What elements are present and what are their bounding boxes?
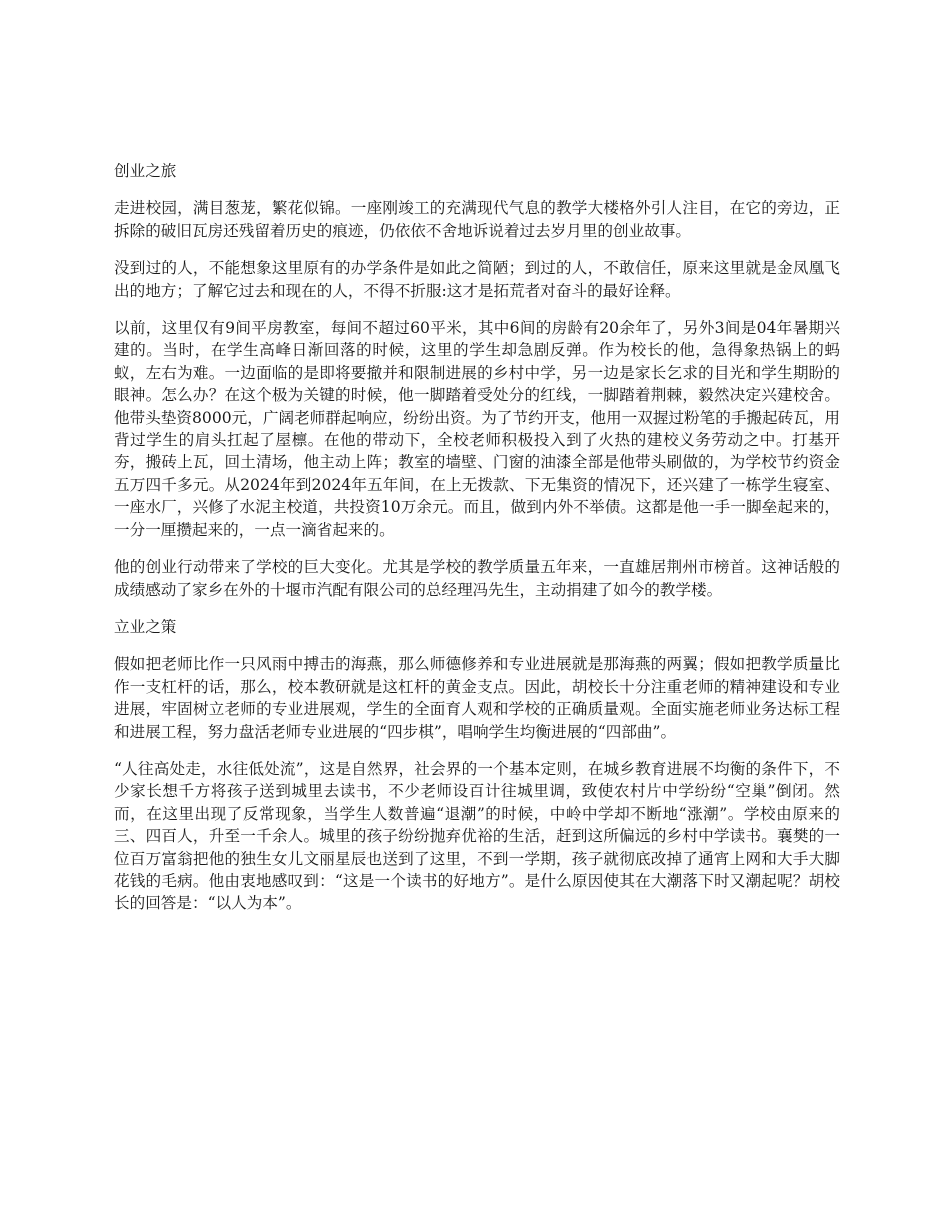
paragraph: 没到过的人，不能想象这里原有的办学条件是如此之简陋；到过的人，不敢信任，原来这里就是金凤凰飞出的地方；了解它过去和现在的人，不得不折服:这才是拓荒者对奋斗的最好诠释。 xyxy=(114,259,840,300)
section-heading-strategy: 立业之策 xyxy=(114,617,177,636)
paragraph: “人往高处走，水往低处流”，这是自然界，社会界的一个基本定则，在城乡教育进展不均衡的条件下，不少家长想千方将孩子送到城里去读书，不少老师设百计往城里调，致使农村片中学纷纷“空巢”倒闭。然而，在这里出现了反常现象，当学生人数普遍“退潮”的时候，中岭中学却不断地“涨潮”。学校由原来的三、四百人，升至一千余人。城里的孩子纷纷抛弃优裕的生活，赶到这所偏远的乡村中学读书。襄樊的一位百万富翁把他的独生女儿文丽星辰也送到了这里，不到一学期，孩子就彻底改掉了通宵上网和大手大脚花钱的毛病。他由衷地感叹到：“这是一个读书的好地方”。是什么原因使其在大潮落下时又潮起呢？胡校长的回答是：“以人为本”。 xyxy=(114,759,840,913)
paragraph: 他的创业行动带来了学校的巨大变化。尤其是学校的教学质量五年来，一直雄居荆州市榜首。这神话般的成绩感动了家乡在外的十堰市汽配有限公司的总经理冯先生，主动捐建了如今的教学楼。 xyxy=(114,558,840,599)
paragraph: 走进校园，满目葱茏，繁花似锦。一座刚竣工的充满现代气息的教学大楼格外引人注目，在它的旁边，正拆除的破旧瓦房还残留着历史的痕迹，仍依依不舍地诉说着过去岁月里的创业故事。 xyxy=(114,199,840,240)
paragraph: 假如把老师比作一只风雨中搏击的海燕，那么师德修养和专业进展就是那海燕的两翼；假如把教学质量比作一支杠杆的话，那么，校本教研就是这杠杆的黄金支点。因此，胡校长十分注重老师的精神建设和专业进展，牢固树立老师的专业进展观，学生的全面育人观和学校的正确质量观。全面实施老师业务达标工程和进展工程，努力盘活老师专业进展的“四步棋”，唱响学生均衡进展的“四部曲”。 xyxy=(114,655,840,741)
document-page xyxy=(114,160,840,930)
paragraph: 以前，这里仅有9间平房教室，每间不超过60平米，其中6间的房龄有20余年了，另外3间是04年暑期兴建的。当时，在学生高峰日渐回落的时候，这里的学生却急剧反弹。作为校长的他，急得象热锅上的蚂蚁，左右为难。一边面临的是即将要撤并和限制进展的乡村中学，另一边是家长乞求的目光和学生期盼的眼神。怎么办？在这个极为关键的时候，他一脚踏着受处分的红线，一脚踏着荆棘，毅然决定兴建校舍。他带头垫资8000元，广阔老师群起响应，纷纷出资。为了节约开支，他用一双握过粉笔的手搬起砖瓦，用背过学生的肩头扛起了屋檩。在他的带动下，全校老师积极投入到了火热的建校义务劳动之中。打基开夯，搬砖上瓦，回土清场，他主动上阵；教室的墙壁、门窗的油漆全部是他带头刷做的，为学校节约资金五万四千多元。从2024年到2024年五年间，在上无拨款、下无集资的情况下，还兴建了一栋学生寝室、一座水厂，兴修了水泥主校道，共投资10万余元。而且，做到内外不举债。这都是他一手一脚垒起来的，一分一厘攒起来的，一点一滴省起来的。 xyxy=(114,319,840,539)
section-heading-startup: 创业之旅 xyxy=(114,162,177,180)
